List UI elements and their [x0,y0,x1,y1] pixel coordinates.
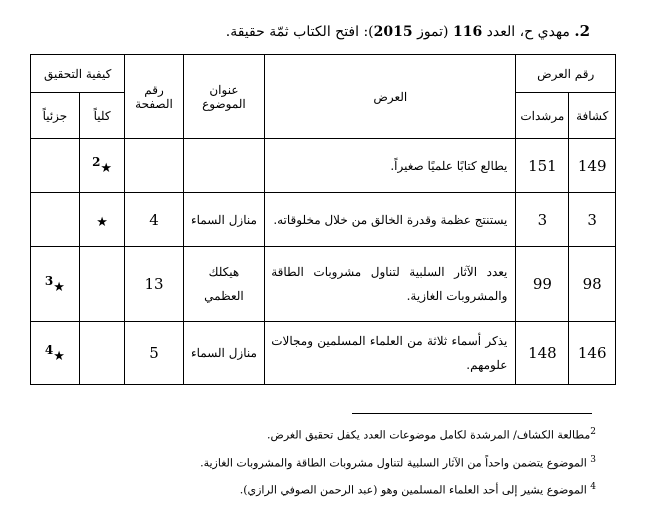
partially-cell [31,247,80,322]
presentation-text: يعدد الآثار السلبية لتناول مشروبات الطاقة والمشروبات الغازية. [265,247,516,322]
footnote-ref: 3 [44,273,54,288]
page-number: 13 [125,247,183,322]
heading-year: 2015 [373,24,413,40]
heading-title: افتح الكتاب ثمّة حقيقة. [225,24,359,40]
footnote-text: الموضوع يشير إلى أحد العلماء المسلمين وهو (عبد الرحمن الصوفي الرازي). [239,483,587,497]
presentation-text: يذكر أسماء ثلاثة من العلماء المسلمين ومجالات علومهم. [265,322,516,385]
header-presentation-number: رقم العرض [516,55,616,93]
footnote [200,448,596,476]
heading-author: مهدي ح، [519,24,570,40]
footnote-text: الموضوع يتضمن واحداً من الآثار السلبية لتناول مشروبات الطاقة والمشروبات الغازية. [200,456,587,470]
topic-title: هيكلك العظمي [183,247,265,322]
footnote-ref: 2 [92,155,101,169]
partially-cell [31,193,80,247]
footnote-number: 2 [590,427,596,437]
header-guides: مرشدات [516,93,569,139]
footnote [200,420,596,448]
guides-number: 3 [516,193,569,247]
page-number: 5 [125,322,183,385]
star-icon: ★ [96,215,108,230]
star-icon: ★ [100,161,113,176]
scout-number: 146 [569,322,616,385]
guides-number: 148 [516,322,569,385]
scout-number: 98 [569,247,616,322]
scout-number: 3 [569,193,616,247]
footnote [200,475,596,503]
header-fully: كلياً [79,93,125,139]
partially-cell [31,139,80,193]
fully-cell [79,247,125,322]
guides-number: 99 [516,247,569,322]
fully-cell [79,193,125,247]
footnote-text: مطالعة الكشاف/ المرشدة لكامل موضوعات العدد يكفل تحقيق الغرض. [267,428,591,442]
section-heading [225,22,590,40]
table-row [31,193,616,247]
topic-title: منازل السماء [183,193,265,247]
heading-number: 2. [574,22,590,40]
header-row [31,55,616,93]
header-topic-title: عنوان الموضوع [183,55,265,139]
footnote-ref: 4 [44,342,54,357]
star-icon: ★ [53,279,65,295]
presentation-text: يستنتج عظمة وقدرة الخالق من خلال مخلوقاته. [265,193,516,247]
table-row [31,322,616,385]
guides-number: 151 [516,139,569,193]
header-partially: جزئياً [31,93,80,139]
header-page-number: رقم الصفحة [125,55,183,139]
footnotes [200,420,596,503]
header-scout: كشافة [569,93,616,139]
header-presentation: العرض [265,55,516,139]
heading-issue: العدد [486,24,516,40]
topic-title [183,139,265,193]
page-number [125,139,183,193]
page-number: 4 [125,193,183,247]
partially-cell [31,322,80,385]
presentation-text: يطالع كتابًا علميًا صغيراً. [265,139,516,193]
table-row [31,139,616,193]
footnote-number: 3 [590,454,596,465]
footnote-divider [352,413,592,414]
star-icon: ★ [53,348,65,364]
topic-title: منازل السماء [183,322,265,385]
table-row [31,247,616,322]
header-verification: كيفية التحقيق [31,55,125,93]
heading-issue-number: 116 [452,24,483,40]
heading-date-close: ): [363,24,374,40]
scout-number: 149 [569,139,616,193]
heading-date-open: (تموز [417,24,449,40]
presentations-table [30,54,616,385]
fully-cell [79,322,125,385]
footnote-number: 4 [590,482,596,493]
fully-cell [79,139,125,193]
